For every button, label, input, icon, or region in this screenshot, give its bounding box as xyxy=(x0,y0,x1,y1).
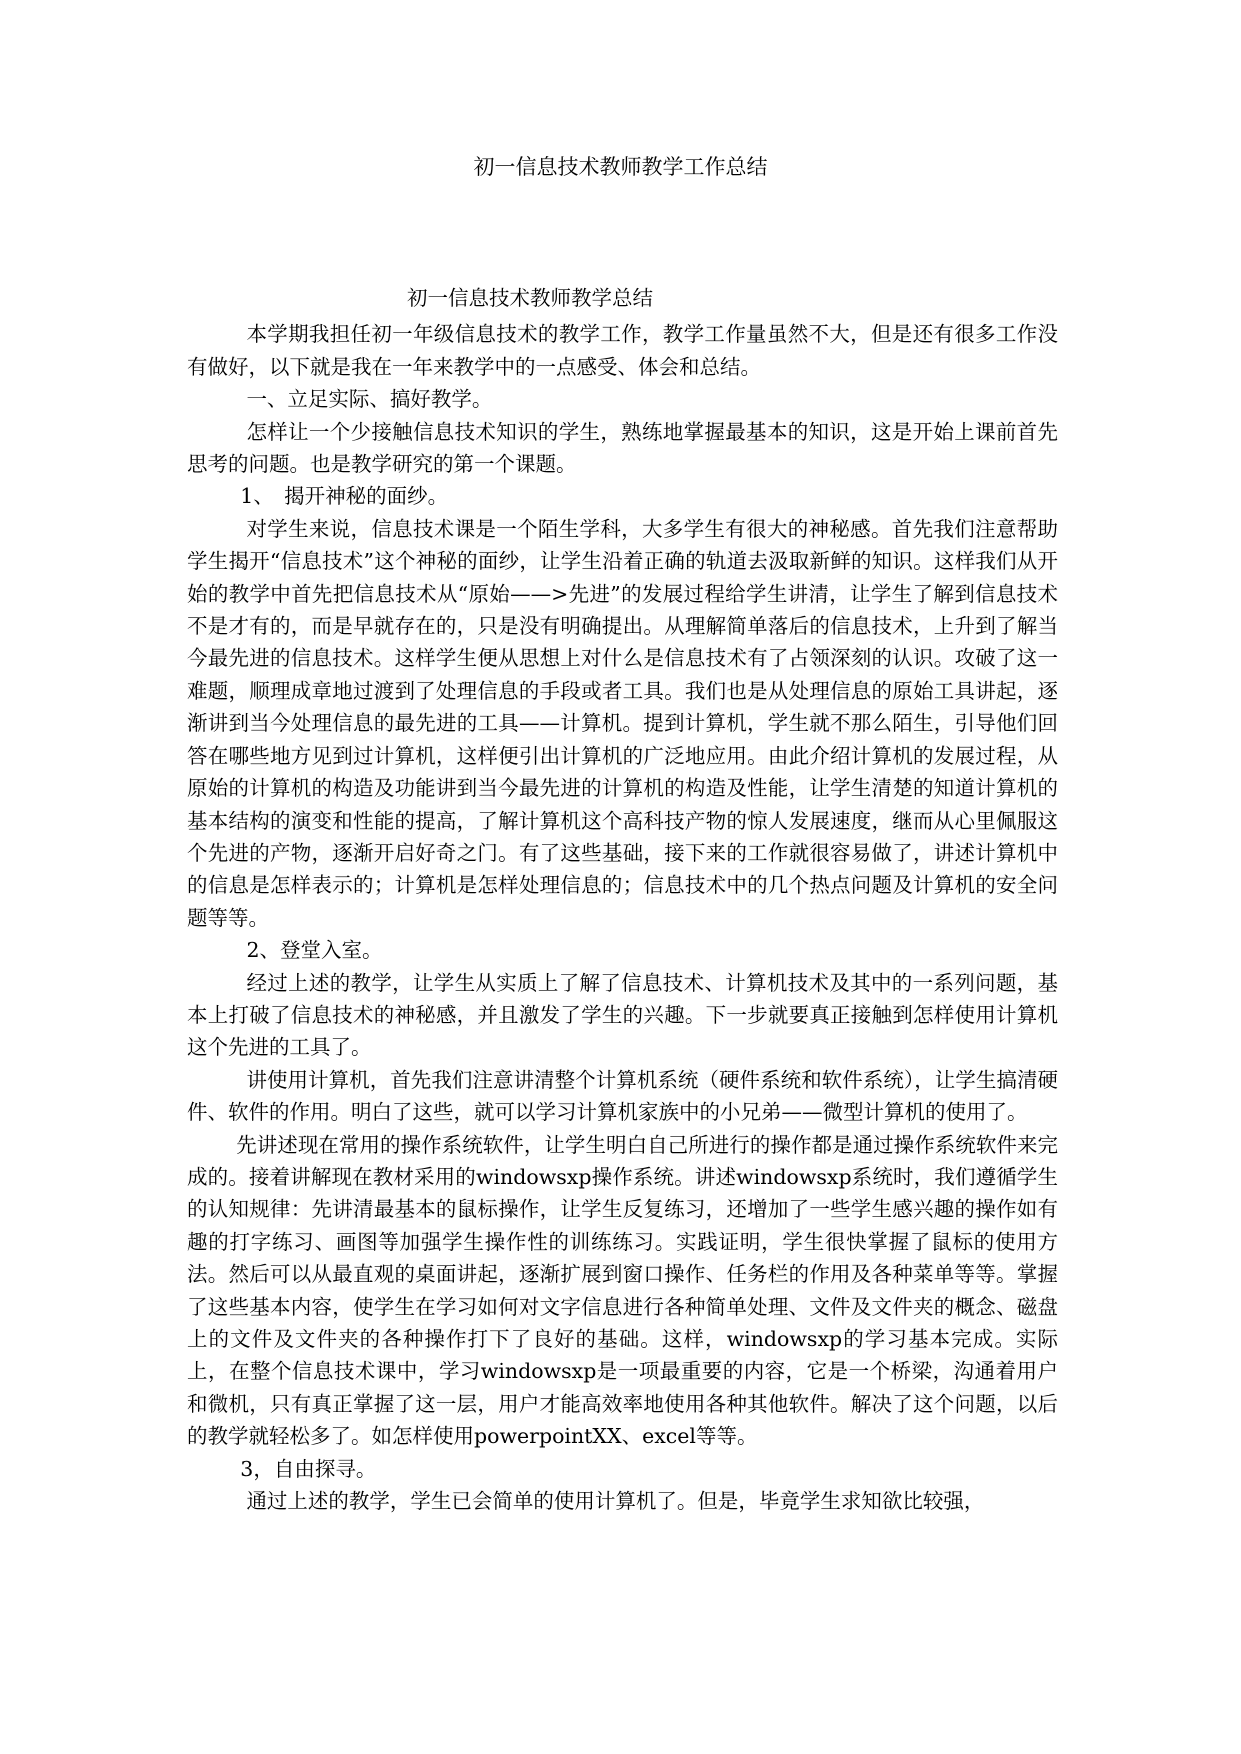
subsection-heading-3: 3，自由探寻。 xyxy=(240,1456,377,1481)
paragraph: 讲使用计算机，首先我们注意讲清整个计算机系统（硬件系统和软件系统），让学生搞清硬件、软件的作用。明白了这些，就可以学习计算机家族中的小兄弟——微型计算机的使用了。 xyxy=(187,1067,1058,1125)
paragraph: 对学生来说，信息技术课是一个陌生学科，大多学生有很大的神秘感。首先我们注意帮助学生揭开“信息技术”这个神秘的面纱，让学生沿着正确的轨道去汲取新鲜的知识。这样我们从开始的教学中首先把信息技术从“原始——>先进”的发展过程给学生讲清，让学生了解到信息技术不是才有的，而是早就存在的，只是没有明确提出。从理解简单落后的信息技术，上升到了解当今最先进的信息技术。这样学生便从思想上对什么是信息技术有了占领深刻的认识。攻破了这一难题，顺理成章地过渡到了处理信息的手段或者工具。我们也是从处理信息的原始工具讲起，逐渐讲到当今处理信息的最先进的工具——计算机。提到计算机，学生就不那么陌生，引导他们回答在哪些地方见到过计算机，这样便引出计算机的广泛地应用。由此介绍计算机的发展过程，从原始的计算机的构造及功能讲到当今最先进的计算机的构造及性能，让学生清楚的知道计算机的基本结构的演变和性能的提高，了解计算机这个高科技产物的惊人发展速度，继而从心里佩服这个先进的产物，逐渐开启好奇之门。有了这些基础，接下来的工作就很容易做了，讲述计算机中的信息是怎样表示的；计算机是怎样处理信息的；信息技术中的几个热点问题及计算机的安全问题等等。 xyxy=(187,516,1058,930)
paragraph: 通过上述的教学，学生已会简单的使用计算机了。但是，毕竟学生求知欲比较强， xyxy=(246,1489,985,1514)
document-body xyxy=(187,282,1058,1517)
paragraph-intro: 本学期我担任初一年级信息技术的教学工作，教学工作量虽然不大，但是还有很多工作没有做好，以下就是我在一年来教学中的一点感受、体会和总结。 xyxy=(187,322,1058,379)
document-subtitle: 初一信息技术教师教学总结 xyxy=(407,286,653,310)
subsection-heading-2: 2、登堂入室。 xyxy=(246,938,383,963)
subsection-heading-1: 1、 揭开神秘的面纱。 xyxy=(240,484,449,509)
paragraph: 怎样让一个少接触信息技术知识的学生，熟练地掌握最基本的知识，这是开始上课前首先思考的问题。也是教学研究的第一个课题。 xyxy=(187,419,1058,477)
section-heading-1: 一、立足实际、搞好教学。 xyxy=(246,387,493,412)
document-title: 初一信息技术教师教学工作总结 xyxy=(473,155,768,179)
paragraph: 先讲述现在常用的操作系统软件，让学生明白自己所进行的操作都是通过操作系统软件来完成的。接着讲解现在教材采用的windowsxp操作系统。讲述windowsxp系统时，我们遵循学生的认知规律：先讲清最基本的鼠标操作，让学生反复练习，还增加了一些学生感兴趣的操作如有趣的打字练习、画图等加强学生操作性的训练练习。实践证明，学生很快掌握了鼠标的使用方法。然后可以从最直观的桌面讲起，逐渐扩展到窗口操作、任务栏的作用及各种菜单等等。掌握了这些基本内容，使学生在学习如何对文字信息进行各种简单处理、文件及文件夹的概念、磁盘上的文件及文件夹的各种操作打下了良好的基础。这样，windowsxp的学习基本完成。实际上，在整个信息技术课中，学习windowsxp是一项最重要的内容，它是一个桥梁，沟通着用户和微机，只有真正掌握了这一层，用户才能高效率地使用各种其他软件。解决了这个问题，以后的教学就轻松多了。如怎样使用powerpointXX、excel等等。 xyxy=(187,1132,1058,1449)
paragraph: 经过上述的教学，让学生从实质上了解了信息技术、计算机技术及其中的一系列问题，基本上打破了信息技术的神秘感，并且激发了学生的兴趣。下一步就要真正接触到怎样使用计算机这个先进的工具了。 xyxy=(187,970,1058,1060)
